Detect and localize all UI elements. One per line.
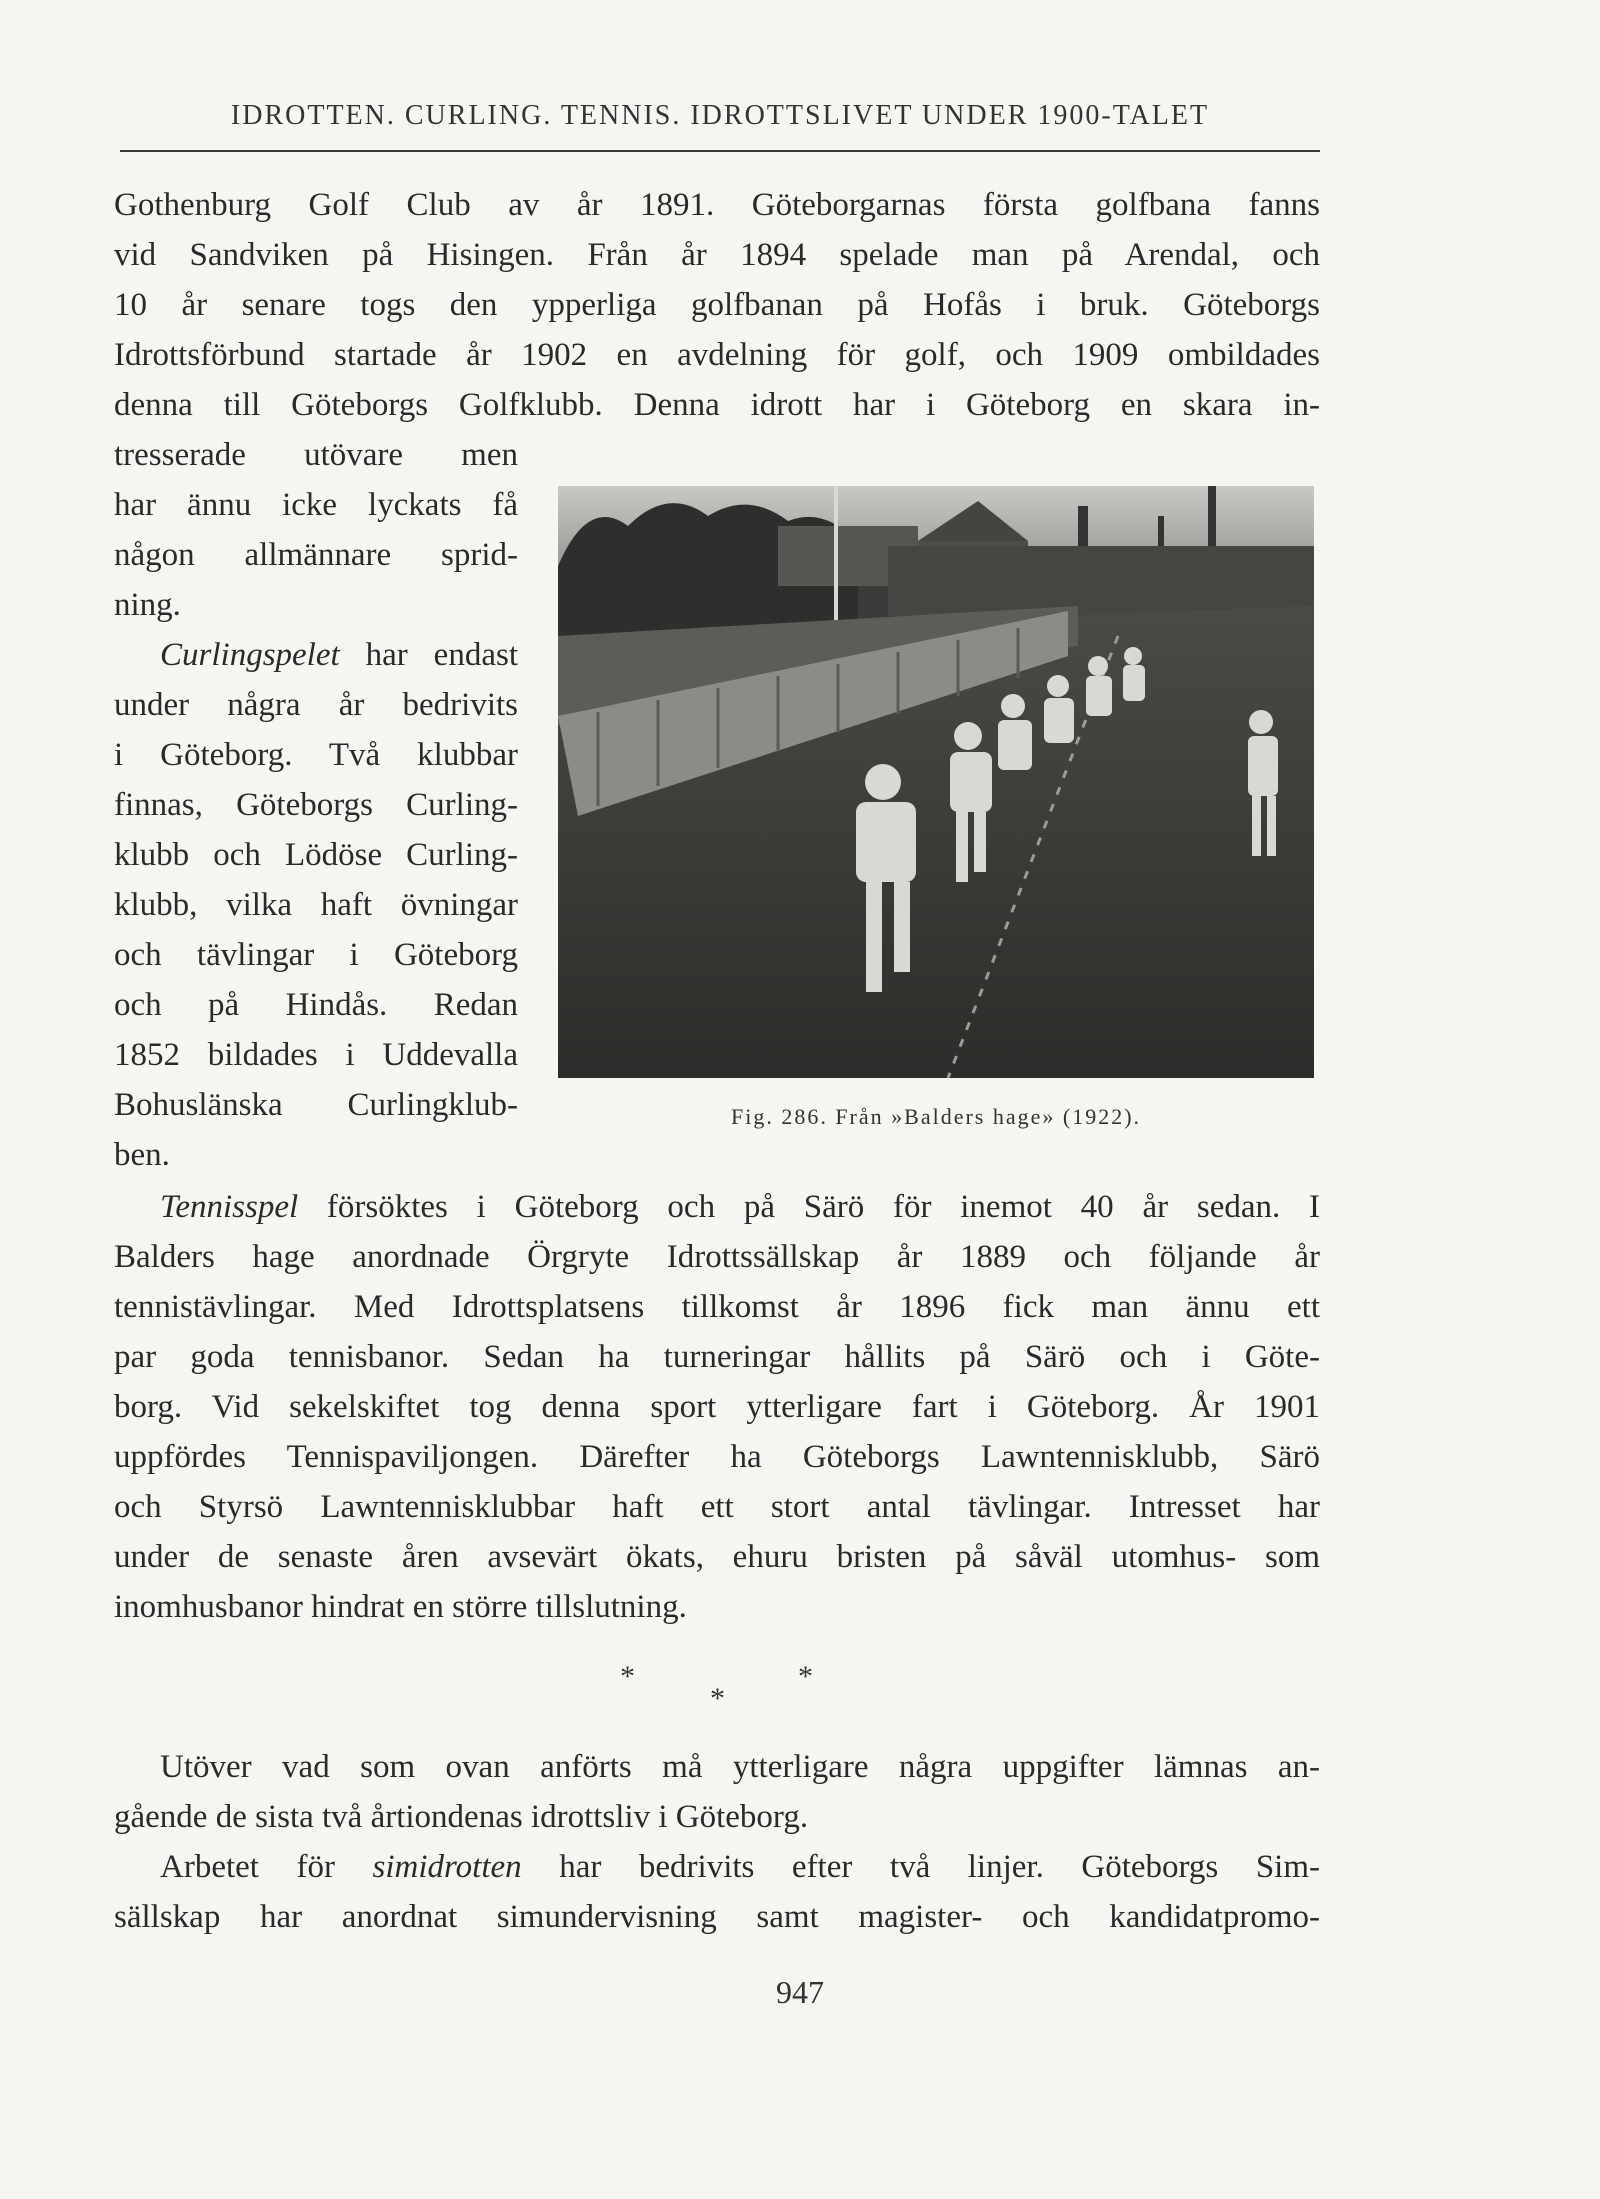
text-line: gående de sista två årtiondenas idrottsliv i Göteborg.: [114, 1799, 809, 1835]
italic-term: simidrotten: [372, 1849, 522, 1885]
text-line: och på Hindås. Redan: [114, 987, 518, 1023]
text-line: och tävlingar i Göteborg: [114, 937, 518, 973]
asterisk: *: [710, 1682, 725, 1715]
section-separator: [580, 1660, 860, 1740]
closing-paragraph: [114, 1742, 1320, 1842]
figure-caption: Fig. 286. Från »Balders hage» (1922).: [730, 1104, 1142, 1129]
text-line: under de senaste åren avsevärt ökats, ehuru bristen på såväl utomhus- som: [114, 1539, 1320, 1575]
text-line: tennistävlingar. Med Idrottsplatsens tillkomst år 1896 fick man ännu ett: [114, 1289, 1320, 1325]
page-number: 947: [776, 1974, 824, 2010]
text-line: par goda tennisbanor. Sedan ha turneringar hållits på Särö och i Göte-: [114, 1339, 1320, 1375]
text-line: någon allmännare sprid-: [114, 537, 518, 573]
text-line: Bohuslänska Curlingklub-: [114, 1087, 518, 1123]
text-line: Utöver vad som ovan anförts må ytterligare några uppgifter lämnas an-: [160, 1749, 1320, 1785]
text-line: 10 år senare togs den ypperliga golfbanan på Hofås i bruk. Göteborgs: [114, 287, 1320, 323]
text-line: tresserade utövare men: [114, 437, 518, 473]
curling-paragraph: [114, 630, 518, 1180]
italic-term: Tennisspel: [160, 1189, 299, 1225]
text-line: Gothenburg Golf Club av år 1891. Göteborgarnas första golfbana fanns: [114, 187, 1320, 223]
swimming-paragraph: [114, 1842, 1320, 1942]
text-line: sällskap har anordnat simundervisning samt magister- och kandidatpromo-: [114, 1899, 1320, 1935]
text-line: klubb och Lödöse Curling-: [114, 837, 518, 873]
italic-term: Curlingspelet: [160, 637, 340, 673]
text-line: uppfördes Tennispaviljongen. Därefter ha Göteborgs Lawntennisklubb, Särö: [114, 1439, 1320, 1475]
text-line: och Styrsö Lawntennisklubbar haft ett stort antal tävlingar. Intresset har: [114, 1489, 1320, 1525]
golf-paragraph-narrow: [114, 430, 518, 630]
text-line: har ännu icke lyckats få: [114, 487, 518, 523]
header-rule: [120, 150, 1320, 152]
text-span: har bedrivits efter två linjer. Göteborgs Sim-: [559, 1849, 1320, 1885]
text-line: borg. Vid sekelskiftet tog denna sport ytterligare fart i Göteborg. År 1901: [114, 1389, 1320, 1425]
text-line: 1852 bildades i Uddevalla: [114, 1037, 518, 1073]
text-line: [114, 1842, 1320, 1892]
asterisk: *: [620, 1660, 635, 1693]
text-line: denna till Göteborgs Golfklubb. Denna idrott har i Göteborg en skara in-: [114, 387, 1320, 423]
text-span: Arbetet för: [160, 1849, 335, 1885]
asterisk: *: [798, 1660, 813, 1693]
text-line: ben.: [114, 1137, 170, 1173]
text-line: under några år bedrivits: [114, 687, 518, 723]
text-line: Idrottsförbund startade år 1902 en avdelning för golf, och 1909 ombildades: [114, 337, 1320, 373]
text-line: inomhusbanor hindrat en större tillslutning.: [114, 1589, 687, 1625]
golf-paragraph: [114, 180, 1320, 430]
text-line: vid Sandviken på Hisingen. Från år 1894 spelade man på Arendal, och: [114, 237, 1320, 273]
photo-illustration: [558, 486, 1314, 1078]
text-line: [114, 1182, 1320, 1232]
text-line: [114, 630, 518, 680]
text-line: Balders hage anordnade Örgryte Idrottssällskap år 1889 och följande år: [114, 1239, 1320, 1275]
text-line: i Göteborg. Två klubbar: [114, 737, 518, 773]
text-span: har endast: [365, 637, 518, 673]
tennis-paragraph: [114, 1182, 1320, 1632]
text-span: försöktes i Göteborg och på Särö för inemot 40 år sedan. I: [326, 1189, 1320, 1225]
running-head: IDROTTEN. CURLING. TENNIS. IDROTTSLIVET UNDER 1900-TALET: [230, 100, 1210, 131]
text-line: finnas, Göteborgs Curling-: [114, 787, 518, 823]
text-line: klubb, vilka haft övningar: [114, 887, 518, 923]
running-race-photo: [558, 486, 1314, 1078]
text-line: ning.: [114, 587, 181, 623]
